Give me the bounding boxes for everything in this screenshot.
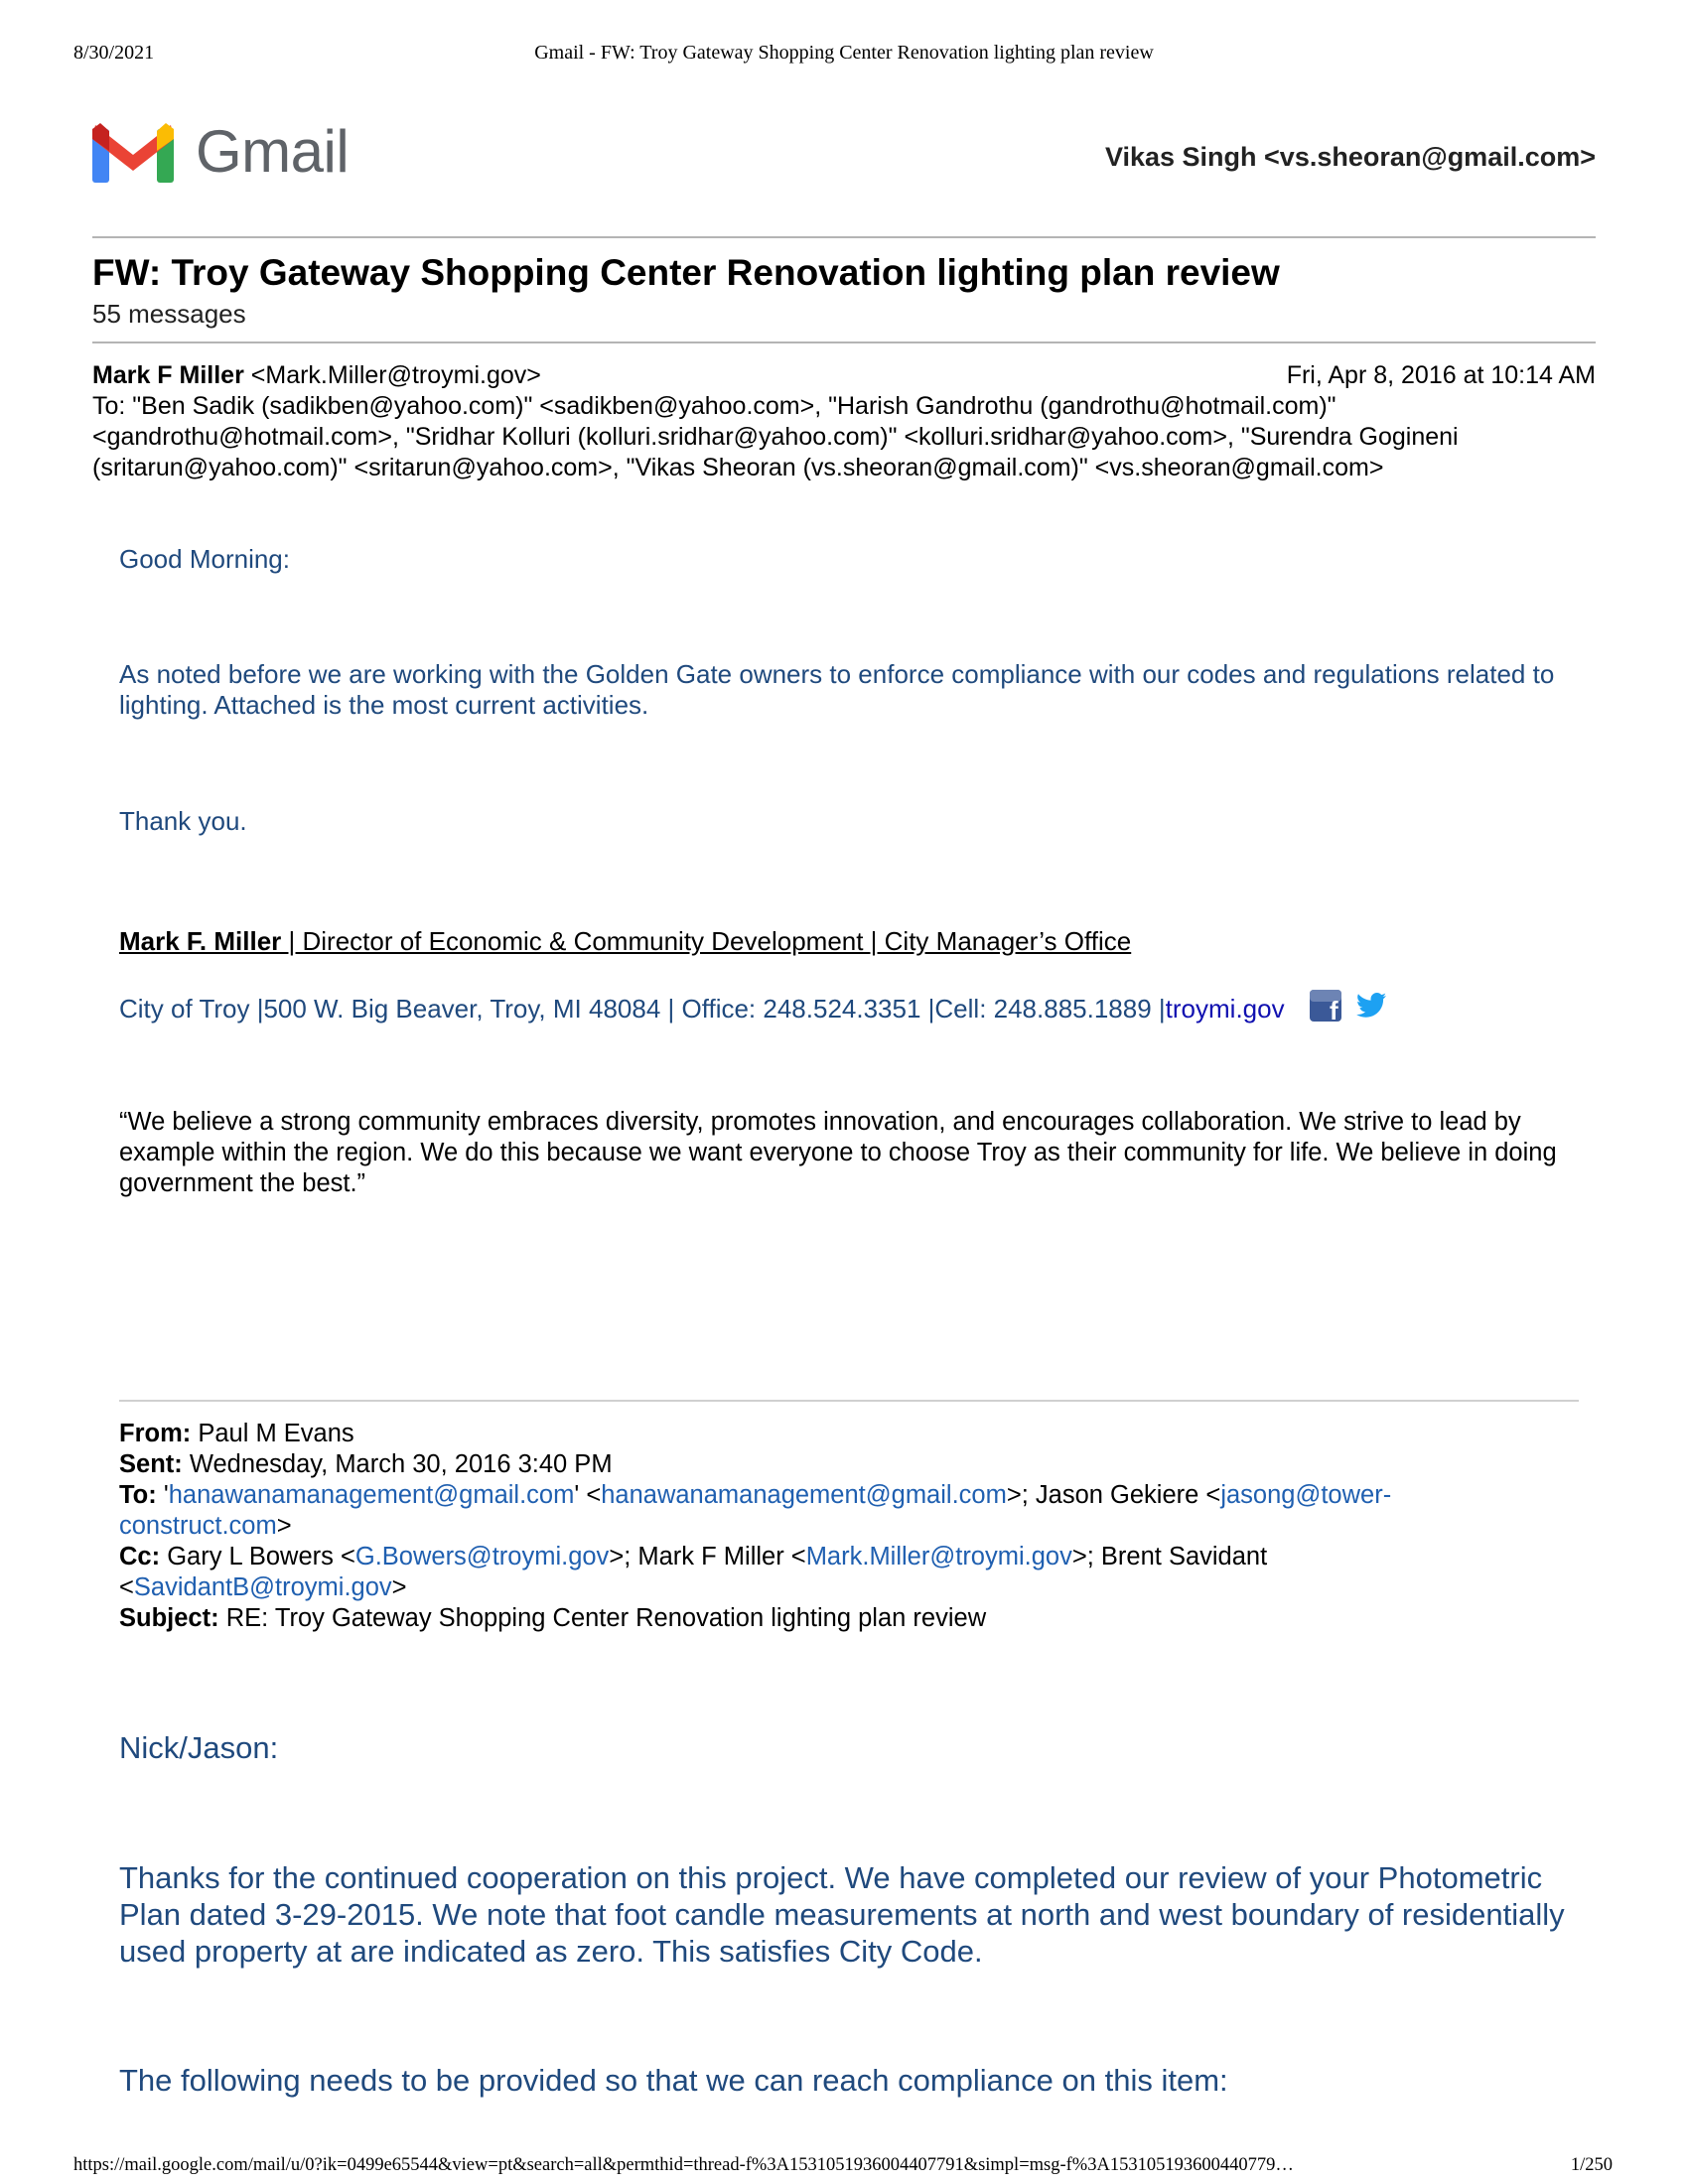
forward-to-quote: ' (163, 1481, 169, 1509)
message-greeting: Good Morning: (119, 544, 290, 574)
forward-divider (119, 1400, 1579, 1402)
forward-cc-email-link[interactable]: G.Bowers@troymi.gov (354, 1543, 610, 1570)
signature-name-line (119, 926, 1131, 957)
message-recipients: To: "Ben Sadik (sadikben@yahoo.com)" <sadikben@yahoo.com>, "Harish Gandrothu (gandrothu@hotmail.com)" <gandrothu@hotmail.com>, "Sridhar Kolluri (kolluri.sridhar@yahoo.com)" <kolluri.sridhar@yahoo.com>, "Surendra Gogineni (sritarun@yahoo.com)" <sritarun@yahoo.com>, "Vikas Sheoran (vs.sheoran@gmail.com)" <vs.sheoran@gmail.com> (92, 392, 1459, 481)
account-label: Vikas Singh <vs.sheoran@gmail.com> (1104, 142, 1596, 172)
header-divider (92, 236, 1596, 238)
forward-to-email-link[interactable]: hanawanamanagement@gmail.com (168, 1481, 575, 1509)
signature-quote: “We believe a strong community embraces diversity, promotes innovation, and encourages collaboration. We strive to lead by example within the region. We do this because we want everyone to choose Troy as their community for life. We believe in doing government the best.” (119, 1108, 1557, 1197)
message-count: 55 messages (92, 299, 246, 329)
svg-text:f: f (1329, 996, 1338, 1022)
sender-email: <Mark.Miller@troymi.gov> (250, 361, 541, 389)
gmail-m-icon (92, 121, 174, 183)
forward-cc (119, 1542, 1589, 1603)
message-paragraph: As noted before we are working with the Golden Gate owners to enforce compliance with our codes and regulations related to lighting. Attached is the most current activities. (119, 659, 1555, 720)
sender-name: Mark F Miller (92, 361, 244, 389)
gmail-wordmark: Gmail (196, 118, 350, 185)
signature-title: | Director of Economic & Community Development | City Manager’s Office (288, 926, 1132, 956)
forward-to-sep: ' < (574, 1481, 602, 1509)
message-date: Fri, Apr 8, 2016 at 10:14 AM (1286, 361, 1596, 389)
forward-following: The following needs to be provided so that we can reach compliance on this item: (119, 2063, 1228, 2098)
forward-sent-value: Wednesday, March 30, 2016 3:40 PM (189, 1450, 613, 1478)
print-footer-page: 1/250 (1570, 2155, 1613, 2175)
print-page-title: Gmail - FW: Troy Gateway Shopping Center Renovation lighting plan review (534, 42, 1154, 64)
forward-to (119, 1480, 1589, 1542)
forward-cc-label: Cc: (119, 1543, 161, 1570)
message-sender (92, 361, 541, 390)
forward-subject-label: Subject: (119, 1604, 219, 1632)
twitter-icon[interactable] (1355, 992, 1387, 1020)
signature-contact (119, 990, 1609, 1024)
forward-cc-name: Gary L Bowers < (167, 1543, 355, 1570)
thread-subject: FW: Troy Gateway Shopping Center Renovation lighting plan review (92, 252, 1280, 293)
forward-cc-email-link[interactable]: SavidantB@troymi.gov (133, 1573, 392, 1601)
forward-greeting: Nick/Jason: (119, 1730, 279, 1765)
forward-cc-bracket: > (391, 1573, 407, 1601)
print-date: 8/30/2021 (73, 42, 155, 64)
facebook-icon[interactable] (1310, 990, 1341, 1022)
message-closing: Thank you. (119, 806, 247, 836)
forward-to-label: To: (119, 1481, 157, 1509)
forward-from-value: Paul M Evans (198, 1420, 354, 1447)
print-footer-url: https://mail.google.com/mail/u/0?ik=0499e65544&view=pt&search=all&permthid=thread-f%3A1531051936004407791&simpl=msg-f%3A153105193600440779… (73, 2155, 1294, 2175)
forward-cc-name: >; Mark F Miller < (609, 1543, 806, 1570)
forward-sent-label: Sent: (119, 1450, 183, 1478)
signature-name: Mark F. Miller (119, 926, 289, 956)
forward-sent (119, 1449, 1589, 1480)
subject-divider (92, 341, 1596, 343)
forward-to-email-link[interactable]: jasong@tower- (1220, 1481, 1392, 1509)
forward-from (119, 1419, 1589, 1449)
gmail-logo (92, 118, 350, 185)
forward-to-name: >; Jason Gekiere < (1006, 1481, 1221, 1509)
forward-cc-email-link[interactable]: Mark.Miller@troymi.gov (805, 1543, 1072, 1570)
forward-subject (119, 1603, 1589, 1634)
forward-to-email-link[interactable]: construct.com (119, 1512, 277, 1540)
forward-subject-value: RE: Troy Gateway Shopping Center Renovation lighting plan review (225, 1604, 987, 1632)
forward-to-email-link[interactable]: hanawanamanagement@gmail.com (601, 1481, 1007, 1509)
forward-paragraph: Thanks for the continued cooperation on this project. We have completed our review of your Photometric Plan dated 3-29-2015. We note that foot candle measurements at north and west boundary of residentially used property at are indicated as zero. This satisfies City Code. (119, 1860, 1565, 1969)
forward-from-label: From: (119, 1420, 192, 1447)
signature-website-link[interactable]: troymi.gov (1165, 994, 1285, 1024)
forward-to-end: > (276, 1512, 292, 1540)
signature-contact-text: City of Troy |500 W. Big Beaver, Troy, MI 48084 | Office: 248.524.3351 |Cell: 248.885.1889 | (119, 994, 1166, 1024)
forward-cc-name: >; Brent Savidant (1071, 1543, 1268, 1570)
forward-cc-bracket: < (119, 1573, 134, 1601)
